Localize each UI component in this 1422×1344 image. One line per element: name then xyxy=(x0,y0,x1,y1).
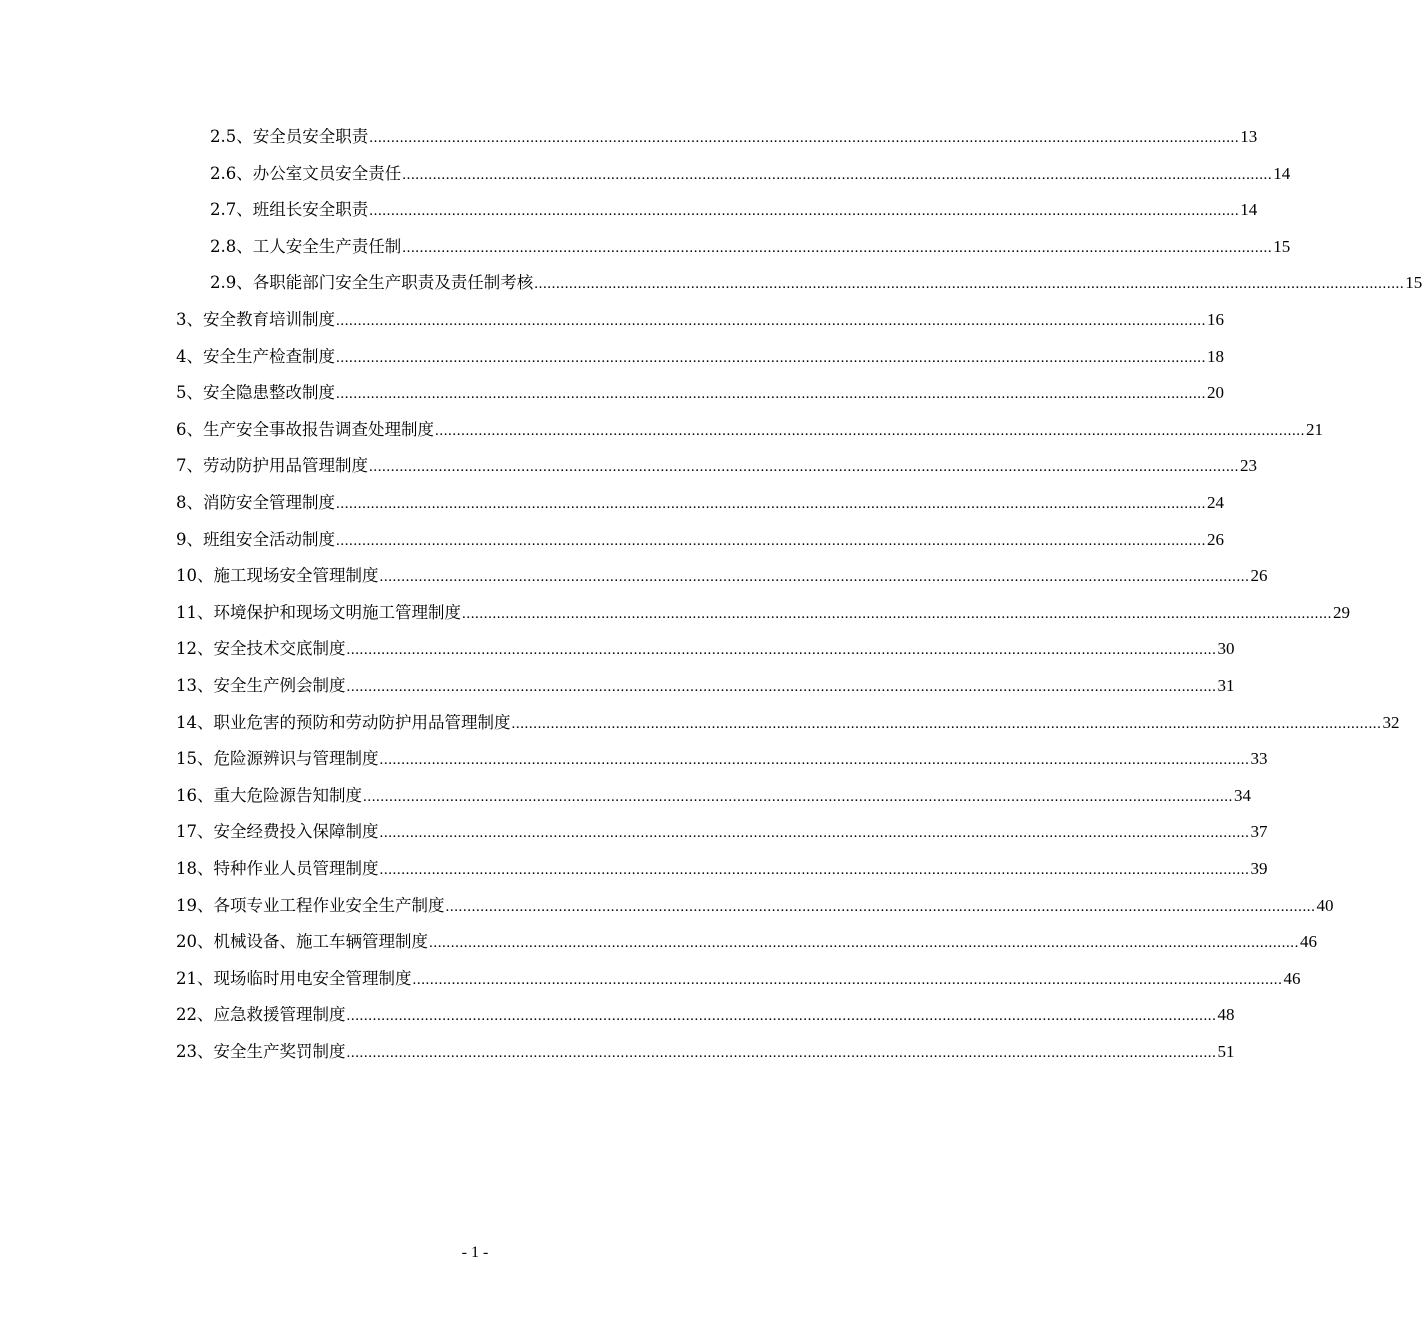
toc-entry[interactable] xyxy=(176,564,1268,588)
toc-entry-label: 15、危险源辨识与管理制度 xyxy=(176,749,379,768)
toc-entry-page: 26 xyxy=(1250,566,1268,585)
toc-leader-dots: ........................................................................................................................................................................................................ xyxy=(346,1045,1217,1061)
toc-entry[interactable] xyxy=(176,381,1224,405)
toc-leader-dots: ........................................................................................................................................................................................................ xyxy=(369,130,1240,146)
toc-leader-dots: ........................................................................................................................................................................................................ xyxy=(336,313,1206,329)
toc-entry-label: 7、劳动防护用品管理制度 xyxy=(176,456,368,475)
toc-leader-dots: ........................................................................................................................................................................................................ xyxy=(369,203,1240,219)
toc-entry-page: 48 xyxy=(1217,1005,1235,1024)
toc-entry-label: 2.9、各职能部门安全生产职责及责任制考核 xyxy=(210,273,534,292)
toc-entry-page: 14 xyxy=(1240,200,1258,219)
toc-leader-dots: ........................................................................................................................................................................................................ xyxy=(445,899,1316,915)
toc-entry-label: 23、安全生产奖罚制度 xyxy=(176,1042,346,1061)
toc-entry-page: 39 xyxy=(1250,859,1268,878)
toc-entry[interactable] xyxy=(210,162,1291,186)
toc-entry-label: 21、现场临时用电安全管理制度 xyxy=(176,969,412,988)
toc-entry[interactable] xyxy=(176,601,1350,625)
toc-entry[interactable] xyxy=(176,894,1334,918)
toc-entry-page: 46 xyxy=(1300,932,1317,951)
toc-entry-page: 15 xyxy=(1405,273,1422,292)
toc-entry-label: 12、安全技术交底制度 xyxy=(176,639,346,658)
toc-leader-dots: ........................................................................................................................................................................................................ xyxy=(462,606,1332,622)
toc-entry-label: 2.5、安全员安全职责 xyxy=(210,127,369,146)
toc-leader-dots: ........................................................................................................................................................................................................ xyxy=(336,350,1206,366)
toc-entry-label: 22、应急救援管理制度 xyxy=(176,1005,346,1024)
toc-entry[interactable] xyxy=(176,674,1235,698)
toc-entry[interactable] xyxy=(176,711,1400,735)
page-number: - 1 - xyxy=(461,1244,489,1261)
toc-entry[interactable] xyxy=(176,491,1224,515)
toc-entry-page: 20 xyxy=(1207,383,1224,402)
toc-entry[interactable] xyxy=(176,857,1268,881)
toc-entry-page: 51 xyxy=(1217,1042,1235,1061)
toc-entry-page: 18 xyxy=(1207,347,1224,366)
toc-leader-dots: ........................................................................................................................................................................................................ xyxy=(336,386,1206,402)
toc-leader-dots: ........................................................................................................................................................................................................ xyxy=(379,752,1250,768)
toc-entry[interactable] xyxy=(210,235,1291,259)
toc-entry-page: 21 xyxy=(1306,420,1323,439)
toc-entry-label: 2.6、办公室文员安全责任 xyxy=(210,164,402,183)
toc-entry[interactable] xyxy=(176,345,1224,369)
toc-leader-dots: ........................................................................................................................................................................................................ xyxy=(346,642,1217,658)
toc-entry[interactable] xyxy=(176,1003,1235,1027)
toc-entry[interactable] xyxy=(176,967,1301,991)
toc-entry-label: 11、环境保护和现场文明施工管理制度 xyxy=(176,603,461,622)
toc-entry-label: 2.7、班组长安全职责 xyxy=(210,200,369,219)
toc-entry[interactable] xyxy=(210,271,1422,295)
toc-entry-label: 8、消防安全管理制度 xyxy=(176,493,335,512)
toc-entry[interactable] xyxy=(176,637,1235,661)
toc-entry-label: 10、施工现场安全管理制度 xyxy=(176,566,379,585)
toc-entry-page: 29 xyxy=(1333,603,1350,622)
toc-leader-dots: ........................................................................................................................................................................................................ xyxy=(346,1008,1217,1024)
toc-leader-dots: ........................................................................................................................................................................................................ xyxy=(363,789,1233,805)
toc-leader-dots: ........................................................................................................................................................................................................ xyxy=(435,423,1305,439)
toc-entry[interactable] xyxy=(176,528,1224,552)
toc-entry-label: 19、各项专业工程作业安全生产制度 xyxy=(176,896,445,915)
toc-entry-page: 15 xyxy=(1273,237,1291,256)
toc-leader-dots: ........................................................................................................................................................................................................ xyxy=(402,167,1273,183)
toc-entry-page: 31 xyxy=(1217,676,1235,695)
toc-entry-page: 16 xyxy=(1207,310,1224,329)
toc-entry-page: 24 xyxy=(1207,493,1224,512)
toc-entry-page: 37 xyxy=(1250,822,1268,841)
toc-leader-dots: ........................................................................................................................................................................................................ xyxy=(402,240,1273,256)
toc-entry-page: 32 xyxy=(1382,713,1400,732)
toc-entry-label: 2.8、工人安全生产责任制 xyxy=(210,237,402,256)
toc-leader-dots: ........................................................................................................................................................................................................ xyxy=(346,679,1217,695)
toc-entry[interactable] xyxy=(210,125,1258,149)
toc-entry[interactable] xyxy=(210,198,1258,222)
toc-entry[interactable] xyxy=(176,1040,1235,1064)
toc-leader-dots: ........................................................................................................................................................................................................ xyxy=(511,716,1382,732)
toc-entry-page: 33 xyxy=(1250,749,1268,768)
toc-entry-label: 17、安全经费投入保障制度 xyxy=(176,822,379,841)
toc-entry-label: 3、安全教育培训制度 xyxy=(176,310,335,329)
toc-leader-dots: ........................................................................................................................................................................................................ xyxy=(379,862,1250,878)
toc-entry-page: 26 xyxy=(1207,530,1224,549)
toc-leader-dots: ........................................................................................................................................................................................................ xyxy=(534,276,1405,292)
toc-entry-label: 13、安全生产例会制度 xyxy=(176,676,346,695)
toc-entry-label: 20、机械设备、施工车辆管理制度 xyxy=(176,932,428,951)
toc-entry-label: 9、班组安全活动制度 xyxy=(176,530,335,549)
toc-leader-dots: ........................................................................................................................................................................................................ xyxy=(336,533,1206,549)
toc-leader-dots: ........................................................................................................................................................................................................ xyxy=(336,496,1206,512)
toc-entry-page: 14 xyxy=(1273,164,1291,183)
toc-entry-label: 16、重大危险源告知制度 xyxy=(176,786,362,805)
toc-entry[interactable] xyxy=(176,418,1323,442)
toc-entry[interactable] xyxy=(176,308,1224,332)
toc-entry-page: 40 xyxy=(1316,896,1334,915)
toc-entry-page: 46 xyxy=(1283,969,1301,988)
toc-entry-label: 5、安全隐患整改制度 xyxy=(176,383,335,402)
toc-entry-page: 23 xyxy=(1240,456,1257,475)
toc-leader-dots: ........................................................................................................................................................................................................ xyxy=(412,972,1283,988)
toc-entry-page: 13 xyxy=(1240,127,1258,146)
toc-leader-dots: ........................................................................................................................................................................................................ xyxy=(369,459,1239,475)
toc-entry[interactable] xyxy=(176,784,1251,808)
toc-entry[interactable] xyxy=(176,820,1268,844)
toc-entry[interactable] xyxy=(176,454,1257,478)
toc-leader-dots: ........................................................................................................................................................................................................ xyxy=(429,935,1299,951)
toc-entry[interactable] xyxy=(176,930,1317,954)
toc-entry-page: 34 xyxy=(1234,786,1251,805)
toc-entry-label: 6、生产安全事故报告调查处理制度 xyxy=(176,420,434,439)
toc-entry-label: 14、职业危害的预防和劳动防护用品管理制度 xyxy=(176,713,511,732)
toc-entry-page: 30 xyxy=(1217,639,1235,658)
toc-leader-dots: ........................................................................................................................................................................................................ xyxy=(379,569,1250,585)
toc-entry-label: 18、特种作业人员管理制度 xyxy=(176,859,379,878)
toc-leader-dots: ........................................................................................................................................................................................................ xyxy=(379,825,1250,841)
toc-entry[interactable] xyxy=(176,747,1268,771)
toc-entry-label: 4、安全生产检查制度 xyxy=(176,347,335,366)
